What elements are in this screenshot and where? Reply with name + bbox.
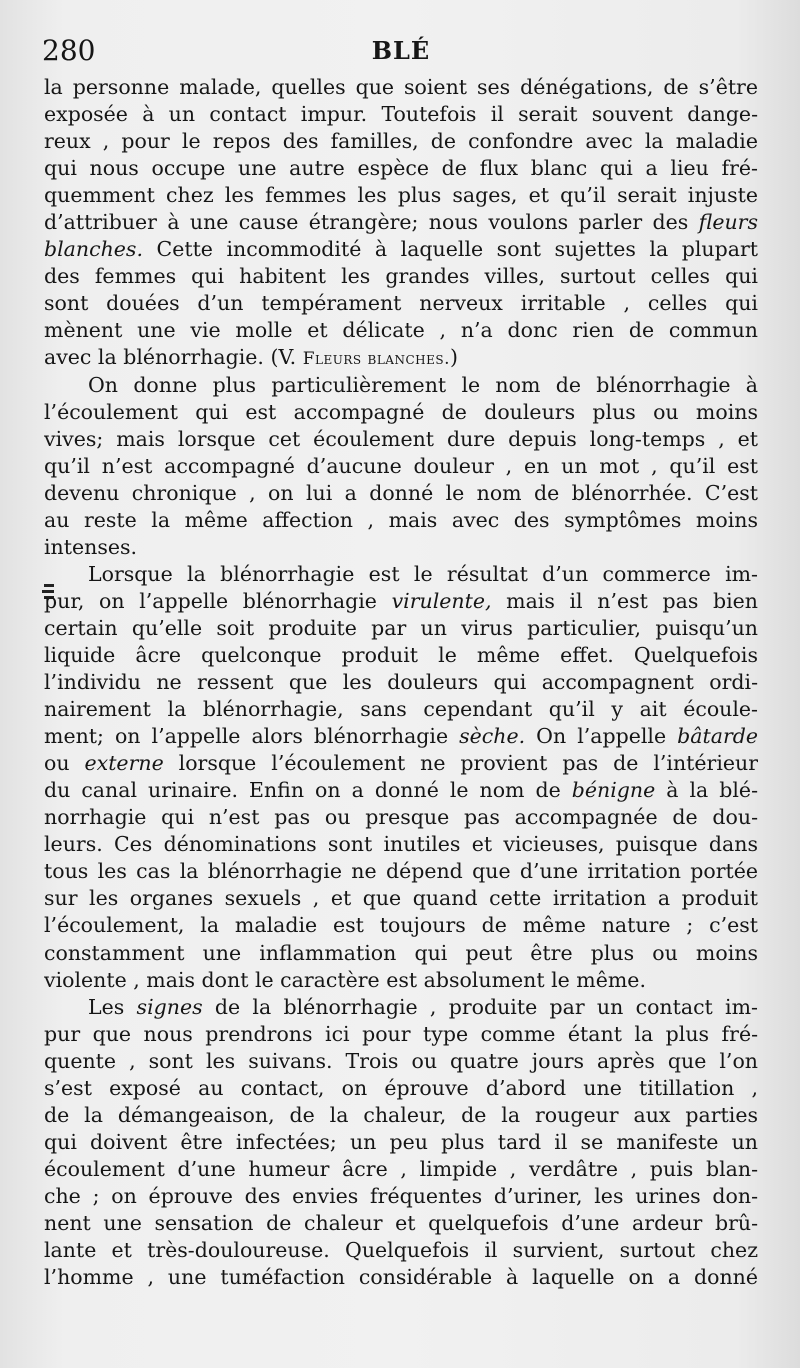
text-span: ): [449, 345, 458, 370]
text-span: des femmes qui habitent les grandes villes, surtout celles qui: [44, 264, 758, 289]
text-span: l’homme , une tuméfaction considérable à laquelle on a donné: [44, 1265, 758, 1290]
text-line: [44, 101, 758, 128]
text-line: [44, 128, 758, 155]
text-span: s’est exposé au contact, on éprouve d’abord une titillation ,: [44, 1075, 758, 1100]
text-span: quemment chez les femmes les plus sages, et qu’il serait injuste: [44, 183, 758, 208]
text-span: mènent une vie molle et délicate , n’a donc rien de commun: [44, 318, 758, 343]
text-line: [44, 885, 758, 912]
text-line: [44, 155, 758, 182]
text-line: [44, 804, 758, 831]
text-span: sur les organes sexuels , et que quand cette irritation a produit: [44, 886, 758, 911]
text-line: [44, 453, 758, 480]
text-span: norrhagie qui n’est pas ou presque pas accompagnée de dou-: [44, 805, 758, 830]
text-line: [44, 1264, 758, 1291]
text-span: Cette incommodité à laquelle sont sujettes la plupart: [142, 237, 758, 262]
text-span: ment; on l’appelle alors blénorrhagie: [44, 724, 460, 749]
text-line: [44, 317, 758, 344]
text-span: avec la blénorrhagie. (V.: [44, 345, 303, 370]
text-span: ou: [44, 751, 85, 776]
text-span: leurs. Ces dénominations sont inutiles et vicieuses, puisque dans: [44, 832, 758, 857]
text-span: vives; mais lorsque cet écoulement dure depuis long-temps , et: [44, 426, 758, 451]
text-span: sont douées d’un tempérament nerveux irritable , celles qui: [44, 291, 758, 316]
italic-text: virulente,: [391, 588, 492, 613]
text-line: [44, 236, 758, 263]
text-span: nent une sensation de chaleur et quelquefois d’une ardeur brû-: [44, 1210, 758, 1235]
text-line: [44, 750, 758, 777]
italic-text: signes: [136, 994, 203, 1019]
text-line: [44, 994, 758, 1021]
text-line: [44, 263, 758, 290]
small-caps-text: Fleurs blanches.: [302, 349, 450, 370]
text-span: d’attribuer à une cause étrangère; nous voulons parler des: [44, 210, 699, 235]
text-span: tous les cas la blénorrhagie ne dépend que d’une irritation portée: [44, 859, 758, 884]
text-line: [44, 912, 758, 939]
text-line: [44, 1156, 758, 1183]
text-span: écoulement d’une humeur âcre , limpide , verdâtre , puis blan-: [44, 1156, 758, 1181]
text-span: liquide âcre quelconque produit le même effet. Quelquefois: [44, 642, 758, 667]
text-line: [44, 290, 758, 317]
text-line: [44, 588, 758, 615]
text-span: quente , sont les suivans. Trois ou quatre jours après que l’on: [44, 1048, 758, 1073]
text-span: lante et très-douloureuse. Quelquefois il survient, surtout chez: [44, 1238, 758, 1263]
text-span: de la blénorrhagie , produite par un contact im-: [202, 994, 758, 1019]
text-span: constamment une inflammation qui peut être plus ou moins: [44, 940, 758, 965]
text-span: Les: [88, 994, 137, 1019]
text-line: [44, 561, 758, 588]
text-span: lorsque l’écoulement ne provient pas de l’intérieur: [163, 751, 758, 776]
page-number: 280: [42, 34, 96, 67]
text-line: [44, 831, 758, 858]
text-span: intenses.: [44, 534, 138, 559]
text-span: de la démangeaison, de la chaleur, de la rougeur aux parties: [44, 1102, 758, 1127]
text-span: violente , mais dont le caractère est absolument le même.: [44, 967, 646, 992]
text-line: [44, 1210, 758, 1237]
text-line: [44, 696, 758, 723]
text-span: devenu chronique , on lui a donné le nom de blénorrhée. C’est: [44, 480, 758, 505]
body-text: [44, 74, 758, 1291]
text-line: [44, 74, 758, 101]
italic-text: fleurs: [698, 210, 758, 235]
text-line: [44, 615, 758, 642]
text-line: [44, 1102, 758, 1129]
text-span: l’écoulement qui est accompagné de douleurs plus ou moins: [44, 399, 758, 424]
text-span: nairement la blénorrhagie, sans cependant qu’il y ait écoule-: [44, 697, 758, 722]
text-line: [44, 507, 758, 534]
text-span: qui doivent être infectées; un peu plus tard il se manifeste un: [44, 1129, 758, 1154]
text-line: [44, 858, 758, 885]
text-line: [44, 209, 758, 236]
text-line: [44, 1075, 758, 1102]
text-span: qui nous occupe une autre espèce de flux blanc qui a lieu fré-: [44, 156, 758, 181]
text-line: [44, 777, 758, 804]
text-line: [44, 1048, 758, 1075]
text-span: On l’appelle: [525, 724, 678, 749]
text-line: [44, 940, 758, 967]
text-line: [44, 1021, 758, 1048]
text-line: [44, 534, 758, 561]
text-span: pur, on l’appelle blénorrhagie: [44, 588, 392, 613]
text-line: [44, 426, 758, 453]
running-head: BLÉ: [371, 36, 431, 65]
text-span: mais il n’est pas bien: [491, 588, 758, 613]
text-span: du canal urinaire. Enfin on a donné le nom de: [44, 778, 572, 803]
text-line: [44, 344, 758, 371]
text-line: [44, 480, 758, 507]
text-span: reux , pour le repos des familles, de confondre avec la maladie: [44, 129, 758, 154]
text-line: [44, 1237, 758, 1264]
text-span: che ; on éprouve des envies fréquentes d’uriner, les urines don-: [44, 1183, 758, 1208]
text-line: [44, 372, 758, 399]
text-span: la personne malade, quelles que soient ses dénégations, de s’être: [44, 75, 758, 99]
text-line: [44, 967, 758, 994]
text-line: [44, 182, 758, 209]
text-span: certain qu’elle soit produite par un virus particulier, puisqu’un: [44, 615, 758, 640]
italic-text: externe: [84, 751, 164, 776]
text-span: Lorsque la blénorrhagie est le résultat d’un commerce im-: [88, 561, 758, 586]
text-span: à la blé-: [655, 778, 758, 803]
text-span: au reste la même affection , mais avec des symptômes moins: [44, 507, 758, 532]
text-span: On donne plus particulièrement le nom de blénorrhagie à: [88, 372, 758, 397]
text-line: [44, 669, 758, 696]
text-line: [44, 1129, 758, 1156]
italic-text: bâtarde: [677, 724, 758, 749]
text-span: qu’il n’est accompagné d’aucune douleur , en un mot , qu’il est: [44, 453, 758, 478]
text-span: exposée à un contact impur. Toutefois il serait souvent dange-: [44, 102, 758, 127]
text-line: [44, 642, 758, 669]
text-line: [44, 723, 758, 750]
text-span: l’individu ne ressent que les douleurs qui accompagnent ordi-: [44, 670, 758, 695]
text-line: [44, 1183, 758, 1210]
text-line: [44, 399, 758, 426]
text-span: l’écoulement, la maladie est toujours de même nature ; c’est: [44, 913, 758, 938]
italic-text: bénigne: [571, 778, 656, 803]
italic-text: blanches.: [44, 237, 143, 262]
page-header: [42, 30, 760, 70]
text-span: pur que nous prendrons ici pour type comme étant la plus fré-: [44, 1021, 758, 1046]
italic-text: sèche.: [459, 724, 526, 749]
